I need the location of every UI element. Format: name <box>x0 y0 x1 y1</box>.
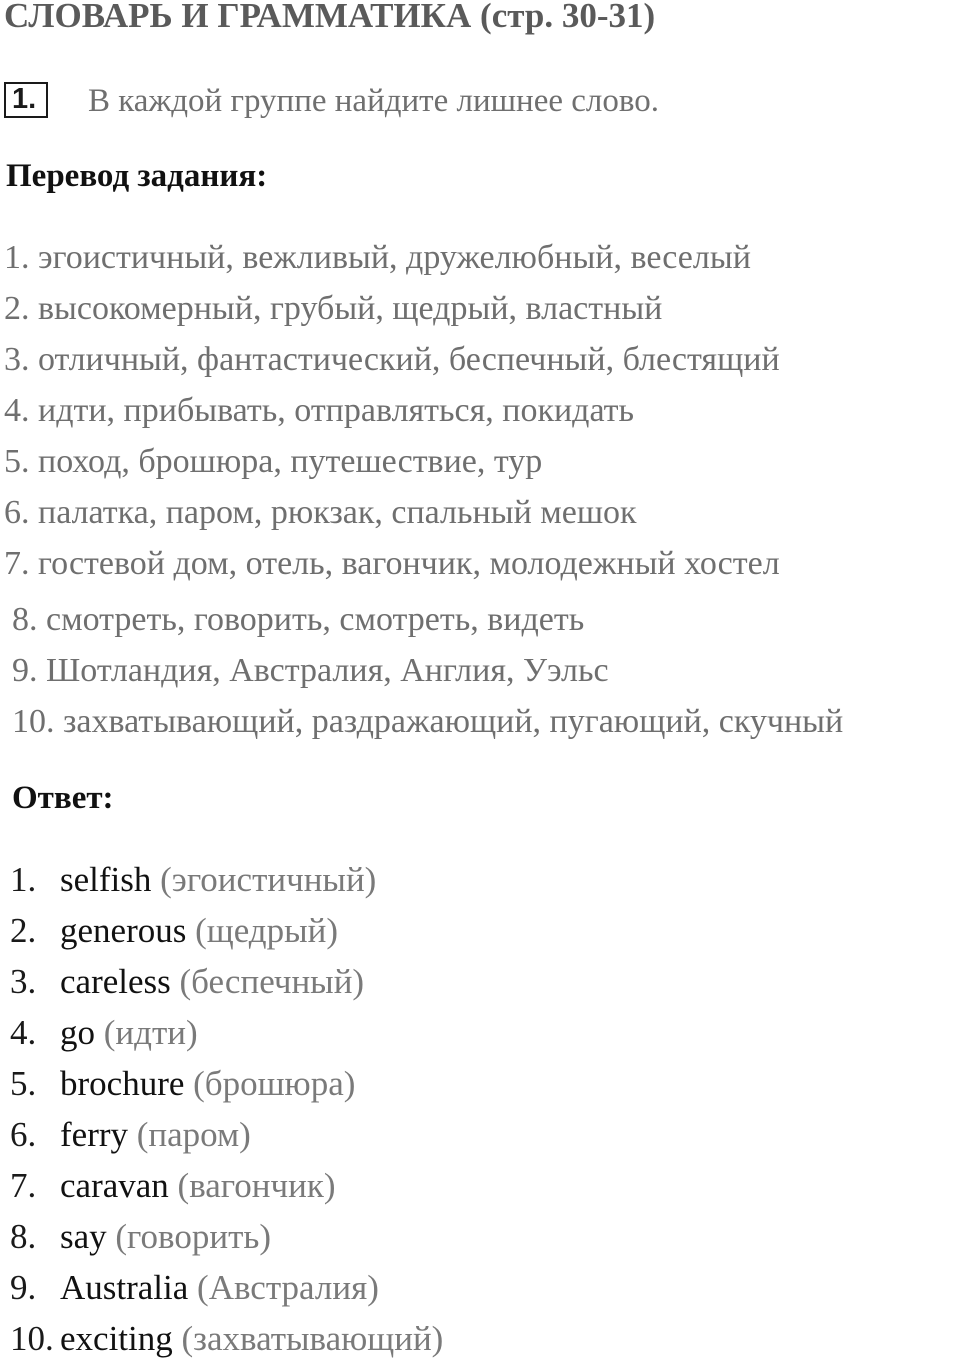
answer-number: 6. <box>10 1115 37 1154</box>
translation-item: 8. смотреть, говорить, смотреть, видеть <box>12 601 585 638</box>
answer-word: careless <box>60 962 171 1001</box>
answer-word: say <box>60 1217 107 1256</box>
translation-item: 10. захватывающий, раздражающий, пугающий, скучный <box>12 703 844 740</box>
answer-number: 9. <box>10 1268 37 1307</box>
answer-number: 10. <box>10 1319 54 1358</box>
answer-gloss: (вагончик) <box>177 1166 336 1205</box>
translation-heading: Перевод задания: <box>6 158 268 194</box>
answer-item <box>10 857 376 903</box>
answer-item <box>10 1112 251 1158</box>
answer-gloss: (захватывающий) <box>181 1319 444 1358</box>
answer-word: caravan <box>60 1166 169 1205</box>
answer-gloss: (говорить) <box>115 1217 271 1256</box>
answer-gloss: (паром) <box>136 1115 251 1154</box>
answer-item <box>10 1214 271 1260</box>
translation-item: 9. Шотландия, Австралия, Англия, Уэльс <box>12 652 609 689</box>
task-instruction-text: В каждой группе найдите лишнее слово. <box>88 83 659 119</box>
translation-item: 5. поход, брошюра, путешествие, тур <box>4 443 543 480</box>
answer-item <box>10 1061 355 1107</box>
answer-number: 5. <box>10 1064 37 1103</box>
answer-number: 2. <box>10 911 37 950</box>
answer-item <box>10 1163 336 1209</box>
answer-gloss: (беспечный) <box>179 962 365 1001</box>
answer-heading: Ответ: <box>12 780 114 816</box>
answer-item <box>10 1265 379 1311</box>
answer-number: 8. <box>10 1217 37 1256</box>
translation-item: 6. палатка, паром, рюкзак, спальный мешок <box>4 494 637 531</box>
translation-item: 3. отличный, фантастический, беспечный, блестящий <box>4 341 780 378</box>
answer-item <box>10 1316 443 1362</box>
section-title: СЛОВАРЬ И ГРАММАТИКА (стр. 30-31) <box>4 0 656 35</box>
answer-gloss: (идти) <box>103 1013 198 1052</box>
answer-word: Australia <box>60 1268 189 1307</box>
answer-word: selfish <box>60 860 152 899</box>
answer-word: generous <box>60 911 187 950</box>
answer-item <box>10 959 364 1005</box>
answer-gloss: (щедрый) <box>195 911 338 950</box>
task-number-badge: 1. <box>4 82 48 118</box>
translation-item: 1. эгоистичный, вежливый, дружелюбный, веселый <box>4 239 751 276</box>
answer-gloss: (брошюра) <box>193 1064 356 1103</box>
answer-word: go <box>60 1013 95 1052</box>
answer-item <box>10 1010 198 1056</box>
answer-item <box>10 908 338 954</box>
answer-number: 3. <box>10 962 37 1001</box>
answer-word: brochure <box>60 1064 185 1103</box>
translation-item: 7. гостевой дом, отель, вагончик, молодежный хостел <box>4 545 780 582</box>
answer-number: 4. <box>10 1013 37 1052</box>
answer-word: exciting <box>60 1319 173 1358</box>
answer-gloss: (Австралия) <box>197 1268 379 1307</box>
answer-number: 7. <box>10 1166 37 1205</box>
answer-gloss: (эгоистичный) <box>160 860 377 899</box>
answer-number: 1. <box>10 860 37 899</box>
translation-item: 4. идти, прибывать, отправляться, покидать <box>4 392 635 429</box>
translation-item: 2. высокомерный, грубый, щедрый, властный <box>4 290 663 327</box>
answer-word: ferry <box>60 1115 129 1154</box>
